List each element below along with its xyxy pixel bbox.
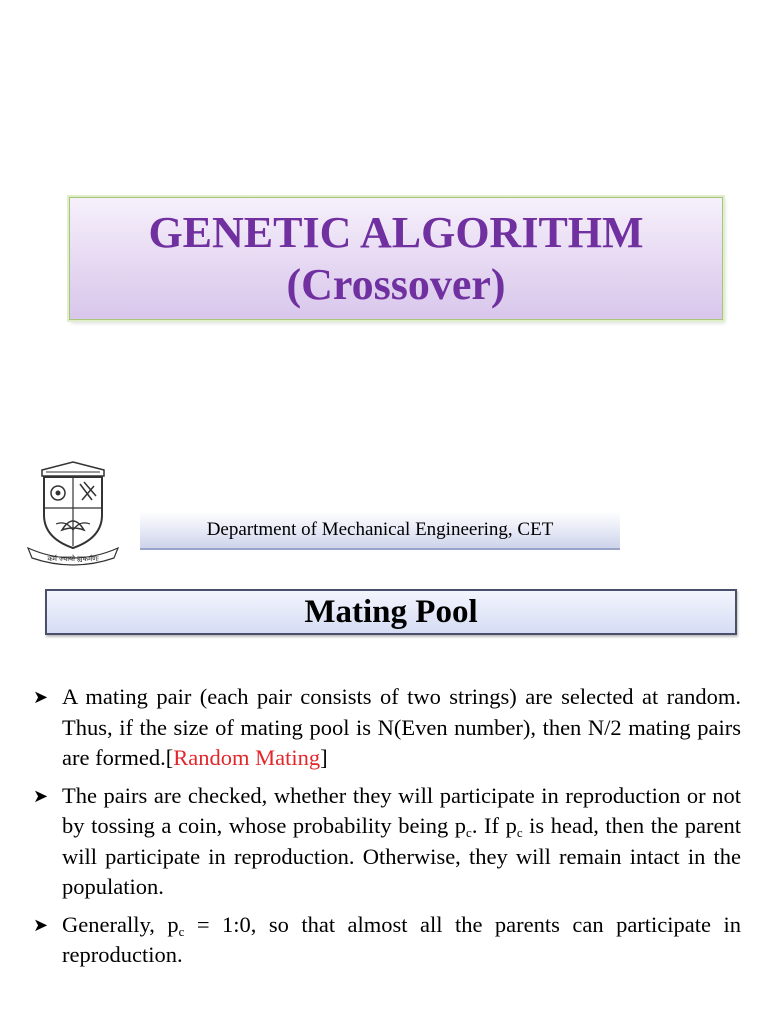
bullet-item: ➤ The pairs are checked, whether they will participate in reproduction or not by tossing a coin, whose probability being $p_c$. If $p_c$ is head, then the parent will participate in reproduction. Otherwise, they will remain intact in the population. — [33, 781, 741, 903]
title-line-1: GENETIC ALGORITHM — [148, 207, 644, 257]
title-box — [69, 197, 723, 320]
highlight-random-mating: Random Mating — [173, 745, 321, 770]
institution-crest-icon — [22, 460, 124, 568]
department-banner — [140, 511, 620, 550]
department-name: Department of Mechanical Engineering, CET — [206, 518, 554, 540]
logo-motto: कर्म ज्यायो ह्यकर्मणः — [47, 555, 99, 563]
section-heading-text: Mating Pool — [304, 593, 478, 630]
arrow-bullet-icon: ➤ — [33, 785, 49, 806]
bullet-list — [33, 682, 741, 978]
section-heading — [45, 589, 737, 635]
arrow-bullet-icon: ➤ — [33, 914, 49, 935]
title-line-2: (Crossover) — [286, 259, 506, 309]
bullet-item: ➤ A mating pair (each pair consists of two strings) are selected at random. Thus, if the size of mating pool is N(Even number), then N/2 mating pairs are formed.[Random Mating] — [33, 682, 741, 774]
arrow-bullet-icon: ➤ — [33, 687, 49, 707]
bullet-item: ➤ Generally, $p_c$ = 1:0, so that almost all the parents can participate in reproduction. — [33, 910, 741, 971]
